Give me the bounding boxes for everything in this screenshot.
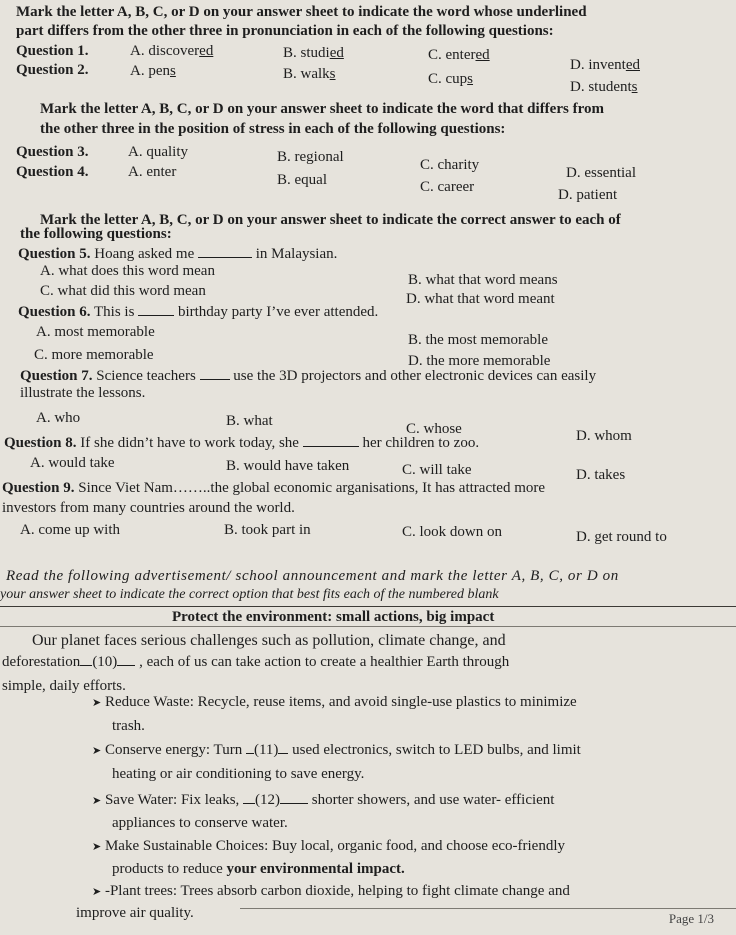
section1-instruction-line1: Mark the letter A, B, C, or D on your answer sheet to indicate the word whose underlined <box>16 4 587 20</box>
bullet-sustainable-choices: ➤ Make Sustainable Choices: Buy local, organic food, and choose eco-friendly <box>92 838 565 854</box>
section4-instruction-line2: your answer sheet to indicate the correct option that best fits each of the numbered blank <box>0 587 499 602</box>
q5-option-d: D. what that word meant <box>406 291 555 307</box>
q3-label: Question 3. <box>16 144 89 160</box>
q7-stem-line2: illustrate the lessons. <box>20 385 146 401</box>
q2-option-c: C. cups <box>428 71 474 87</box>
blank-11: (11) <box>253 742 279 758</box>
section2-instruction-line1: Mark the letter A, B, C, or D on your answer sheet to indicate the word that differs from <box>40 101 604 117</box>
bullet-save-water: ➤ Save Water: Fix leaks, (12) shorter showers, and use water- efficient <box>92 792 555 808</box>
q9-option-c: C. look down on <box>402 524 503 540</box>
q8-option-c: C. will take <box>402 462 472 478</box>
q7-option-a: A. who <box>36 410 81 426</box>
q3-option-a: A. quality <box>128 144 188 160</box>
bullet-plant-trees: ➤ -Plant trees: Trees absorb carbon dioxide, helping to fight climate change and <box>92 883 570 899</box>
q6-option-a: A. most memorable <box>36 324 155 340</box>
q9-option-a: A. come up with <box>20 522 120 538</box>
q5-option-b: B. what that word means <box>408 272 558 288</box>
section4-instruction-line1: Read the following advertisement/ school announcement and mark the letter A, B, C, or D on <box>6 568 619 584</box>
q4-option-b: B. equal <box>277 172 327 188</box>
passage-intro-line2: deforestation (10) , each of us can take action to create a healthier Earth through <box>2 654 510 670</box>
q1-option-c: C. entered <box>428 47 490 63</box>
passage-rule <box>0 626 736 627</box>
q2-label: Question 2. <box>16 62 89 78</box>
q3-option-b: B. regional <box>277 149 344 165</box>
q3-option-c: C. charity <box>420 157 480 173</box>
q6-option-b: B. the most memorable <box>408 332 548 348</box>
section3-instruction-line2: the following questions: <box>20 226 172 242</box>
q4-option-c: C. career <box>420 179 475 195</box>
bullet-reduce-waste: ➤ Reduce Waste: Recycle, reuse items, and avoid single-use plastics to minimize <box>92 694 577 710</box>
q4-option-a: A. enter <box>128 164 177 180</box>
passage-intro-line1: Our planet faces serious challenges such as pollution, climate change, and <box>32 632 506 649</box>
q9-option-d: D. get round to <box>576 529 667 545</box>
passage-intro-line3: simple, daily efforts. <box>2 678 126 694</box>
page-bottom-rule <box>240 908 736 909</box>
section3-instruction-line1: Mark the letter A, B, C, or D on your answer sheet to indicate the correct answer to each of <box>40 212 621 228</box>
q2-option-a: A. pens <box>130 63 176 79</box>
arrow-bullet-icon: ➤ <box>92 697 102 709</box>
q9-stem: Question 9. Since Viet Nam……..the global economic arganisations, It has attracted more <box>2 480 546 496</box>
q2-option-d: D. students <box>570 79 638 95</box>
section2-instruction-line2: the other three in the position of stress in each of the following questions: <box>40 121 506 137</box>
q1-option-a: A. discovered <box>130 43 214 59</box>
instruction-underline <box>0 606 736 607</box>
q4-label: Question 4. <box>16 164 89 180</box>
bullet-reduce-waste-line2: trash. <box>112 718 145 734</box>
q1-option-d: D. invented <box>570 57 640 73</box>
blank-10: (10) <box>92 654 118 670</box>
q7-option-c: C. whose <box>406 421 462 437</box>
page-number: Page 1/3 <box>668 911 714 926</box>
q6-stem: Question 6. This is birthday party I’ve ever attended. <box>18 304 379 320</box>
q5-option-a: A. what does this word mean <box>40 263 215 279</box>
arrow-bullet-icon: ➤ <box>92 841 102 853</box>
q3-option-d: D. essential <box>566 165 636 181</box>
q1-label: Question 1. <box>16 43 89 59</box>
q1-option-b: B. studied <box>283 45 344 61</box>
bullet-sustainable-choices-line2: products to reduce your environmental impact. <box>112 861 405 877</box>
q8-option-d: D. takes <box>576 467 626 483</box>
q6-option-c: C. more memorable <box>34 347 154 363</box>
q9-option-b: B. took part in <box>224 522 311 538</box>
bullet-conserve-energy: ➤ Conserve energy: Turn (11) used electronics, switch to LED bulbs, and limit <box>92 742 581 758</box>
q8-option-b: B. would have taken <box>226 458 350 474</box>
arrow-bullet-icon: ➤ <box>92 745 102 757</box>
passage-title: Protect the environment: small actions, big impact <box>172 609 495 625</box>
q7-option-d: D. whom <box>576 428 632 444</box>
bullet-conserve-energy-line2: heating or air conditioning to save energy. <box>112 766 365 782</box>
q5-option-c: C. what did this word mean <box>40 283 206 299</box>
q6-option-d: D. the more memorable <box>408 353 551 369</box>
q9-stem-line2: investors from many countries around the world. <box>2 500 295 516</box>
q8-stem: Question 8. If she didn’t have to work today, she her children to zoo. <box>4 435 480 451</box>
q7-option-b: B. what <box>226 413 273 429</box>
q2-option-b: B. walks <box>283 66 336 82</box>
bullet-save-water-line2: appliances to conserve water. <box>112 815 288 831</box>
q5-stem: Question 5. Hoang asked me in Malaysian. <box>18 246 338 262</box>
q7-stem: Question 7. Science teachers use the 3D projectors and other electronic devices can easily <box>20 368 597 384</box>
blank-12: (12) <box>255 792 281 808</box>
bullet-plant-trees-line2: improve air quality. <box>76 905 194 921</box>
arrow-bullet-icon: ➤ <box>92 886 102 898</box>
section1-instruction-line2: part differs from the other three in pronunciation in each of the following questions: <box>16 23 554 39</box>
arrow-bullet-icon: ➤ <box>92 795 102 807</box>
q4-option-d: D. patient <box>558 187 618 203</box>
q8-option-a: A. would take <box>30 455 115 471</box>
